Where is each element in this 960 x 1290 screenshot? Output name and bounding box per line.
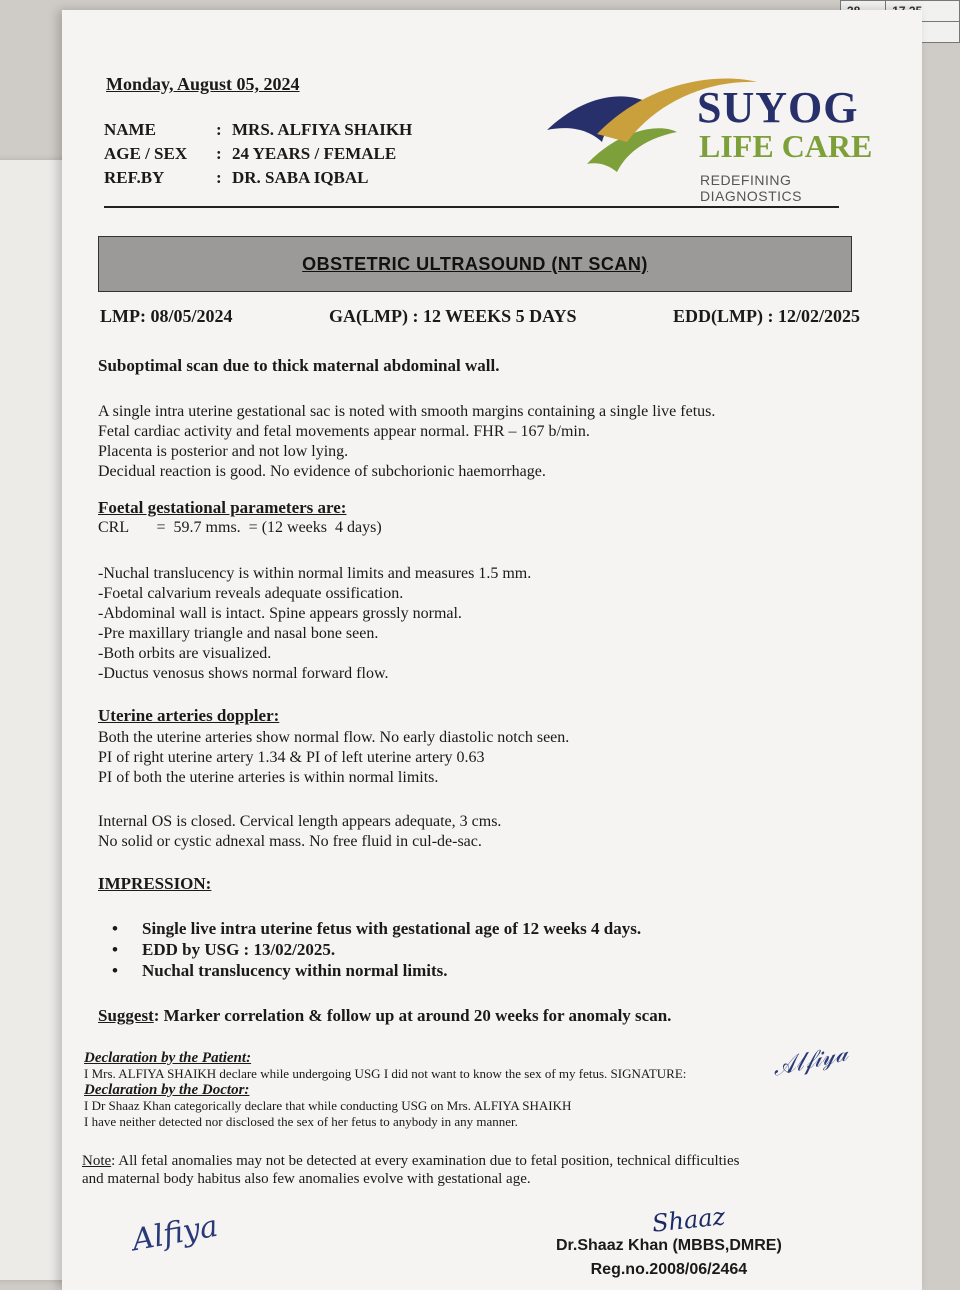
dates-row xyxy=(100,306,860,327)
doctor-name: Dr.Shaaz Khan (MBBS,DMRE) xyxy=(556,1237,782,1254)
report-title: OBSTETRIC ULTRASOUND (NT SCAN) xyxy=(302,253,648,274)
ref-by-label: REF.BY xyxy=(104,168,165,187)
crl-line: CRL = 59.7 mms. = (12 weeks 4 days) xyxy=(98,519,382,536)
logo-subtitle: LIFE CARE xyxy=(699,128,873,164)
logo-tagline: REDEFINING DIAGNOSTICS xyxy=(700,172,802,204)
doctor-decl-line: I have neither detected nor disclosed the sex of her fetus to anybody in any manner. xyxy=(84,1114,518,1129)
note-block xyxy=(82,1152,739,1188)
patient-details: NAME : MRS. ALFIYA SHAIKH AGE / SEX : 24 YEARS / FEMALE REF.BY : DR. SABA IQBAL xyxy=(104,118,412,190)
report-page xyxy=(62,10,922,1290)
point-line: -Pre maxillary triangle and nasal bone seen. xyxy=(98,625,379,642)
name-label: NAME xyxy=(104,120,156,139)
note-text: : All fetal anomalies may not be detected at every examination due to fetal position, technical difficulties xyxy=(111,1153,740,1169)
note-label: Note xyxy=(82,1153,112,1169)
lmp-value: LMP: 08/05/2024 xyxy=(100,306,233,326)
patient-decl-text: I Mrs. ALFIYA SHAIKH declare while undergoing USG I did not want to know the sex of my fetus. SIGNATURE: xyxy=(84,1066,687,1081)
finding-line: Fetal cardiac activity and fetal movements appear normal. FHR – 167 b/min. xyxy=(98,423,590,440)
doctor-decl-heading: Declaration by the Doctor: xyxy=(84,1082,250,1098)
cervix-line: No solid or cystic adnexal mass. No free fluid in cul-de-sac. xyxy=(98,833,482,850)
suggestion xyxy=(98,1006,671,1026)
list-item: • Nuchal translucency within normal limits. xyxy=(112,961,448,980)
findings-block xyxy=(98,402,715,482)
finding-line: Decidual reaction is good. No evidence of subchorionic haemorrhage. xyxy=(98,463,546,480)
age-sex-value: 24 YEARS / FEMALE xyxy=(232,144,397,163)
ref-by-value: DR. SABA IQBAL xyxy=(232,168,369,187)
point-line: -Abdominal wall is intact. Spine appears grossly normal. xyxy=(98,605,462,622)
doppler-line: PI of right uterine artery 1.34 & PI of left uterine artery 0.63 xyxy=(98,749,485,766)
patient-decl-heading: Declaration by the Patient: xyxy=(84,1050,252,1066)
point-line: -Both orbits are visualized. xyxy=(98,645,272,662)
doppler-line: Both the uterine arteries show normal flow. No early diastolic notch seen. xyxy=(98,729,570,746)
foetal-heading: Foetal gestational parameters are: xyxy=(98,498,347,517)
ga-value: GA(LMP) : 12 WEEKS 5 DAYS xyxy=(328,306,577,326)
list-item: • Single live intra uterine fetus with gestational age of 12 weeks 4 days. xyxy=(112,919,642,938)
cervix-line: Internal OS is closed. Cervical length appears adequate, 3 cms. xyxy=(98,813,502,830)
patient-signature: Alfiya xyxy=(129,1208,221,1259)
age-sex-label: AGE / SEX xyxy=(104,144,188,163)
foetal-points xyxy=(98,564,531,684)
finding-line: A single intra uterine gestational sac is noted with smooth margins containing a single live fetus. xyxy=(98,403,716,420)
doppler-block xyxy=(98,728,569,788)
header-divider xyxy=(104,206,839,208)
logo-title: SUYOG xyxy=(697,83,859,132)
impression-list xyxy=(112,918,641,981)
suggest-text: : Marker correlation & follow up at around 20 weeks for anomaly scan. xyxy=(153,1006,672,1025)
declaration-signature: 𝒜𝓁𝒻𝒾𝓎𝒶 xyxy=(769,1038,851,1082)
report-date: Monday, August 05, 2024 xyxy=(106,74,300,94)
doctor-signature-icon: Shaaz xyxy=(650,1202,727,1238)
report-title-banner xyxy=(98,236,852,292)
doppler-heading: Uterine arteries doppler: xyxy=(98,706,280,725)
edd-value: EDD(LMP) : 12/02/2025 xyxy=(673,306,860,326)
patient-declaration xyxy=(84,1050,686,1130)
doppler-line: PI of both the uterine arteries is within normal limits. xyxy=(98,769,439,786)
impression-heading: IMPRESSION: xyxy=(98,874,212,893)
suggest-label: Suggest xyxy=(98,1006,154,1025)
note-text-2: and maternal body habitus also few anomalies evolve with gestational age. xyxy=(82,1171,531,1187)
finding-line: Placenta is posterior and not low lying. xyxy=(98,443,349,460)
point-line: -Nuchal translucency is within normal limits and measures 1.5 mm. xyxy=(98,565,532,582)
point-line: -Ductus venosus shows normal forward flow. xyxy=(98,665,389,682)
list-item: • EDD by USG : 13/02/2025. xyxy=(112,940,336,959)
point-line: -Foetal calvarium reveals adequate ossification. xyxy=(98,585,404,602)
doctor-decl-line: I Dr Shaaz Khan categorically declare that while conducting USG on Mrs. ALFIYA SHAIKH xyxy=(84,1098,572,1113)
name-value: MRS. ALFIYA SHAIKH xyxy=(232,120,413,139)
scan-note: Suboptimal scan due to thick maternal abdominal wall. xyxy=(98,356,500,375)
doctor-reg-no: Reg.no.2008/06/2464 xyxy=(590,1261,748,1278)
doctor-signature-block xyxy=(556,1234,782,1282)
cervix-block xyxy=(98,812,501,852)
